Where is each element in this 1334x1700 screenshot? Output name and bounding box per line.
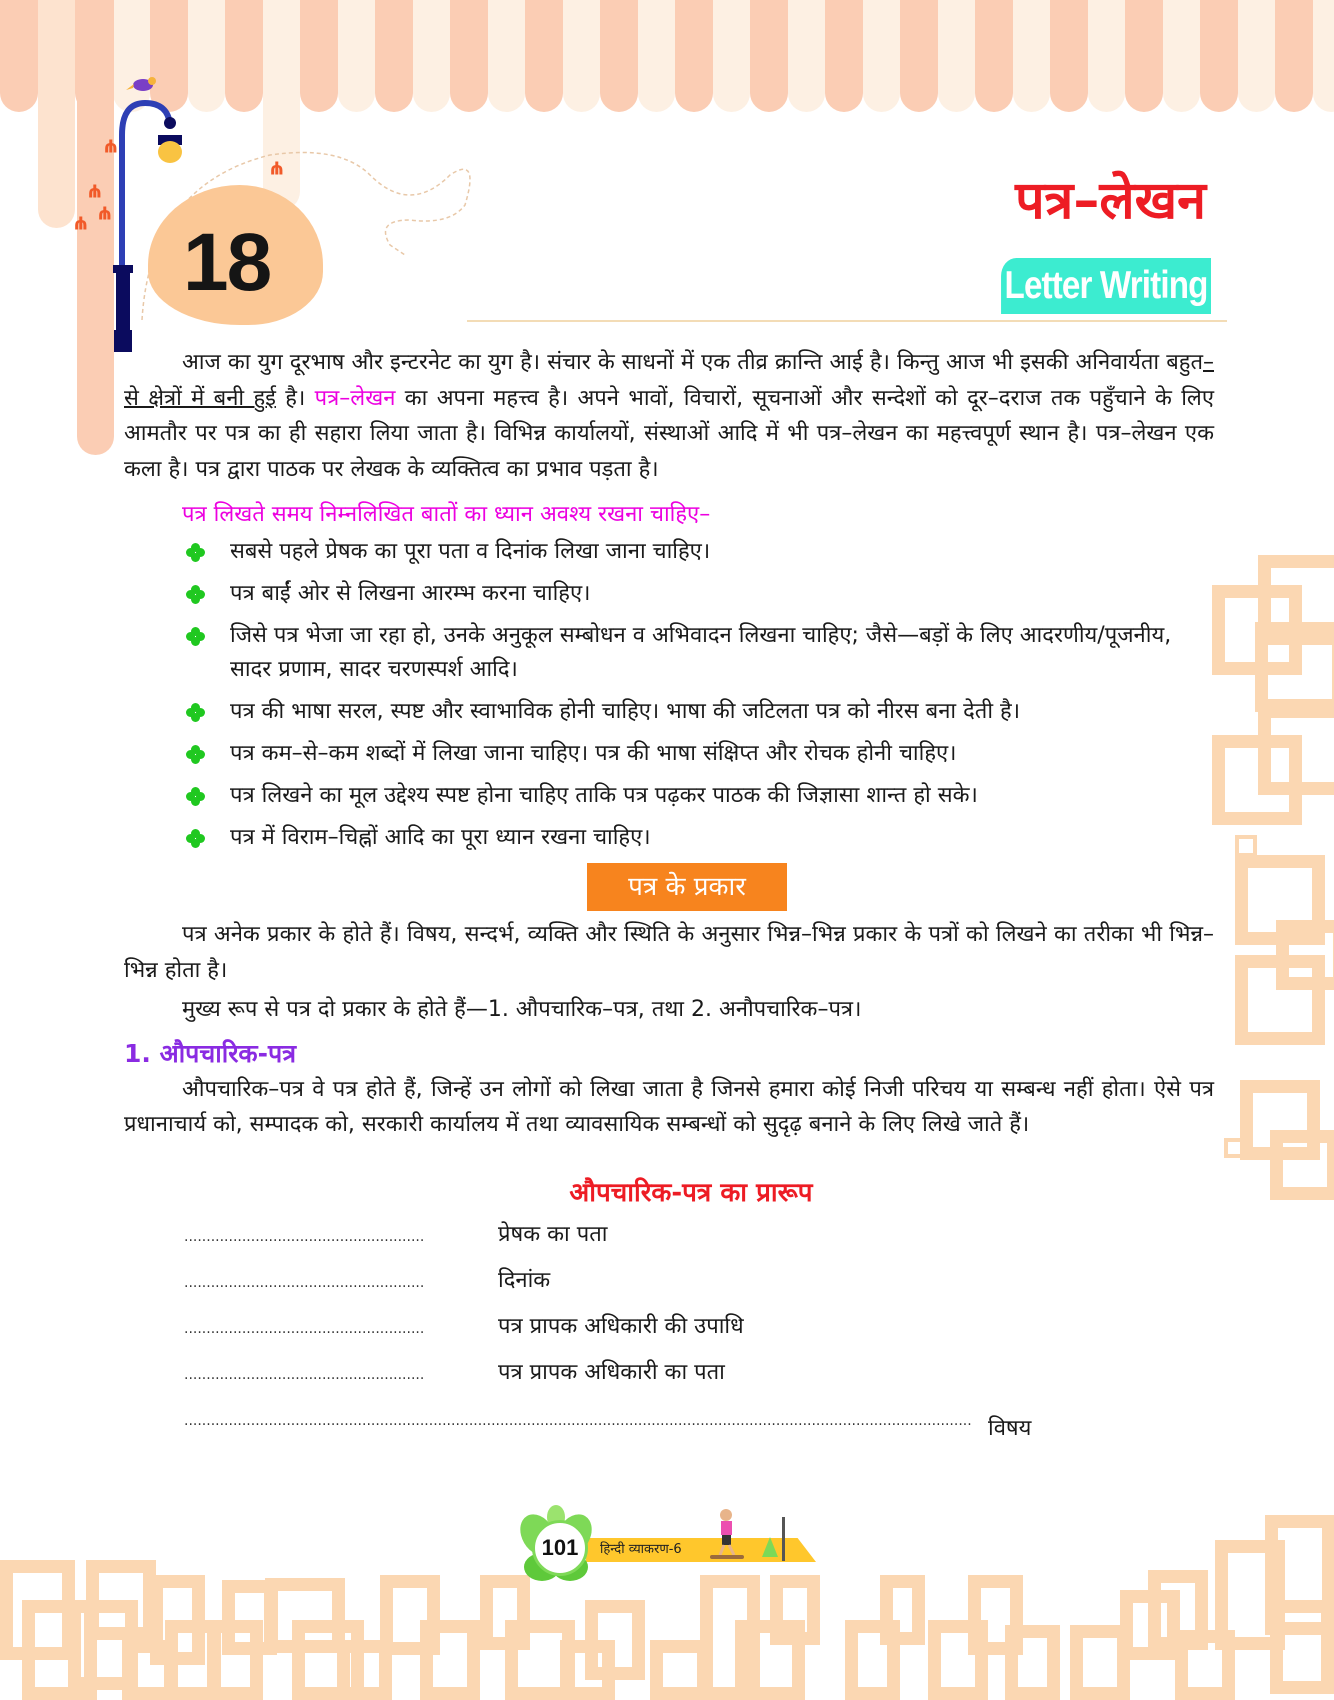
main-content — [124, 345, 1214, 1443]
green-clover-icon — [186, 627, 206, 647]
green-clover-icon — [186, 745, 206, 765]
leaf-icon: ψ — [98, 205, 112, 225]
highlighted-term: पत्र–लेखन — [314, 385, 396, 411]
square-pattern-decoration — [1005, 1625, 1060, 1700]
square-pattern-decoration — [1255, 622, 1334, 712]
square-pattern-decoration — [585, 1600, 645, 1680]
list-item: पत्र की भाषा सरल, स्पष्ट और स्वाभाविक होनी चाहिए। भाषा की जटिलता पत्र को नीरस बना देती है। — [182, 695, 1214, 729]
green-clover-icon — [186, 585, 206, 605]
square-pattern-decoration — [1276, 920, 1334, 990]
intro-paragraph: आज का युग दूरभाष और इन्टरनेट का युग है। संचार के साधनों में एक तीव्र क्रान्ति आई है। किन्तु आज भी इसकी अनिवार्यता बहुत–से क्षेत्रों में बनी हुई है। पत्र–लेखन का अपना महत्त्व है। अपने भावों, विचारों, सूचनाओं और सन्देशों को दूर–दराज तक पहुँचाने के लिए आमतौर पर पत्र का ही सहारा लिया जाता है। विभिन्न कार्यालयों, संस्थाओं आदि में भी पत्र–लेखन का महत्त्वपूर्ण स्थान है। पत्र–लेखन एक कला है। पत्र द्वारा पाठक पर लेखक के व्यक्तित्व का प्रभाव पड़ता है। — [124, 350, 1214, 482]
blank-line: ...................................................... — [184, 1366, 425, 1383]
list-item: पत्र लिखने का मूल उद्देश्य स्पष्ट होना चाहिए ताकि पत्र पढ़कर पाठक की जिज्ञासा शान्त हो सके। — [182, 779, 1214, 813]
leaf-icon: ψ — [74, 215, 88, 235]
book-title: हिन्दी व्याकरण-6 — [600, 1542, 682, 1557]
list-item: पत्र कम–से–कम शब्दों में लिखा जाना चाहिए। पत्र की भाषा संक्षिप्त और रोचक होनी चाहिए। — [182, 737, 1214, 771]
chapter-number: 18 — [183, 217, 271, 308]
awning-decoration — [0, 0, 1334, 115]
square-pattern-decoration — [1270, 1130, 1334, 1200]
underlined-text: –से क्षेत्रों में बनी हुई — [124, 350, 1214, 411]
square-pattern-decoration — [420, 1620, 480, 1700]
instructions-heading: पत्र लिखते समय निम्नलिखित बातों का ध्यान अवश्य रखना चाहिए– — [182, 502, 711, 527]
list-item: जिसे पत्र भेजा जा रहा हो, उनके अनुकूल सम्बोधन व अभिवादन लिखना चाहिए; जैसे—बड़ों के लिए आदरणीय/पूजनीय, सादर प्रणाम, सादर चरणस्पर्श आदि। — [182, 619, 1214, 687]
title-divider — [467, 320, 1227, 322]
square-pattern-decoration — [880, 1575, 925, 1645]
page-footer — [520, 1505, 820, 1585]
green-clover-icon — [186, 829, 206, 849]
formal-letter-heading: 1. औपचारिक-पत्र — [124, 1038, 296, 1068]
green-clover-icon — [186, 787, 206, 807]
section-badge-letter-types: पत्र के प्रकार — [587, 863, 787, 911]
format-row: ...................................................... प्रेषक का पता — [124, 1213, 1214, 1259]
green-clover-icon — [186, 543, 206, 563]
format-title: औपचारिक-पत्र का प्रारूप — [569, 1177, 813, 1208]
leaf-icon: ψ — [270, 160, 284, 180]
format-row: ...................................................... पत्र प्रापक अधिकारी की उपाधि — [124, 1305, 1214, 1351]
format-row: ...................................................... पत्र प्रापक अधिकारी का पता — [124, 1351, 1214, 1397]
blank-line: ...................................................... — [184, 1228, 425, 1245]
leaf-icon: ψ — [88, 183, 102, 203]
blank-line: ................................................................................................................................................................................. — [184, 1412, 972, 1429]
square-pattern-decoration — [1235, 835, 1257, 857]
list-item: सबसे पहले प्रेषक का पूरा पता व दिनांक लिखा जाना चाहिए। — [182, 535, 1214, 569]
blank-line: ...................................................... — [184, 1274, 425, 1291]
hanging-stripe — [38, 0, 75, 228]
square-pattern-decoration — [1258, 705, 1334, 795]
page-number: 101 — [532, 1520, 588, 1576]
square-pattern-decoration — [770, 1575, 820, 1645]
list-item: पत्र में विराम–चिह्नों आदि का पूरा ध्यान रखना चाहिए। — [182, 821, 1214, 855]
square-pattern-decoration — [86, 1560, 156, 1640]
chapter-title-english: Letter Writing — [1001, 258, 1211, 314]
leaf-icon: ψ — [104, 138, 118, 158]
square-pattern-decoration — [1270, 1600, 1334, 1694]
green-clover-icon — [186, 703, 206, 723]
formal-letter-paragraph: औपचारिक–पत्र वे पत्र होते हैं, जिन्हें उन लोगों को लिखा जाता है जिनसे हमारा कोई निजी परिचय या सम्बन्ध नहीं होता। ऐसे पत्र प्रधानाचार्य को, सम्पादक को, सरकारी कार्यालय में तथा व्यावसायिक सम्बन्धों को सुदृढ़ बनाने के लिए लिखे जाते हैं। — [124, 1076, 1214, 1137]
format-row: ...................................................... दिनांक — [124, 1259, 1214, 1305]
chapter-title-hindi: पत्र–लेखन — [1015, 171, 1206, 231]
skateboarder-illustration-icon — [708, 1505, 788, 1565]
blank-line: ...................................................... — [184, 1320, 425, 1337]
list-item: पत्र बाईं ओर से लिखना आरम्भ करना चाहिए। — [182, 577, 1214, 611]
format-row-subject: ................................................................................................................................................................................. विषय — [124, 1397, 1214, 1443]
types-paragraph: पत्र अनेक प्रकार के होते हैं। विषय, सन्दर्भ, व्यक्ति और स्थिति के अनुसार भिन्न–भिन्न प्रकार के पत्रों को लिखने का तरीका भी भिन्न–भिन्न होता है। — [124, 922, 1214, 983]
types-summary: मुख्य रूप से पत्र दो प्रकार के होते हैं—1. औपचारिक–पत्र, तथा 2. अनौपचारिक–पत्र। — [182, 997, 862, 1022]
square-pattern-decoration — [1224, 1138, 1244, 1158]
instructions-list — [124, 535, 1214, 855]
